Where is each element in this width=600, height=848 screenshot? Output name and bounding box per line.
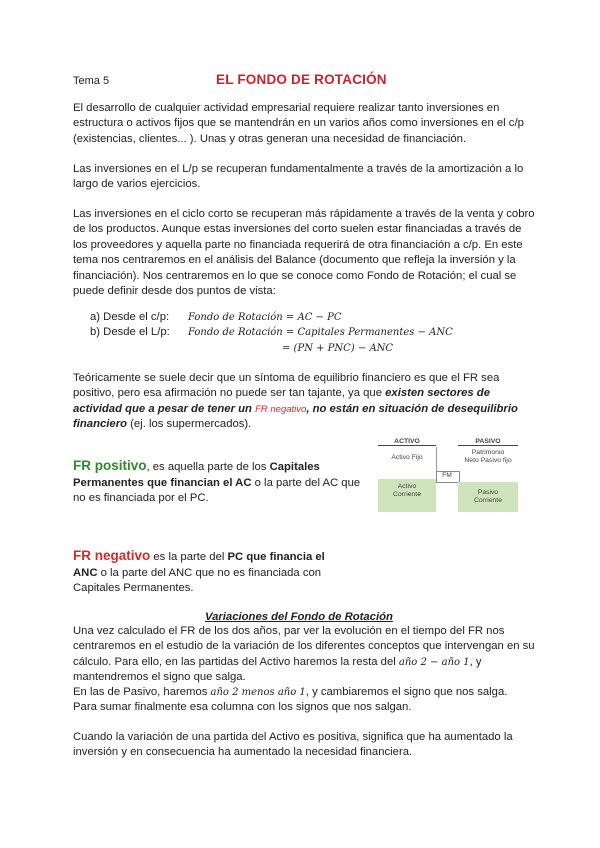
fr-positivo-text: , es aquella parte de los bbox=[146, 461, 270, 473]
pasivo-header: PASIVO bbox=[475, 438, 501, 445]
activo-variation-paragraph: Cuando la variación de una partida del Activo es positiva, significa que ha aumentado la inversión y en consecuencia ha aumentado la necesidad financiera. bbox=[73, 731, 513, 759]
activo-corriente-label: Activo Corriente bbox=[393, 483, 421, 498]
variaciones-text: Una vez calculado el FR de los dos años, par ver la evolución en el tiempo del FR nos centraremos en el estudio de la variación de los diferentes conceptos que intervengan en su cálculo. Para ello, en las partidas del Activo haremos la resta del bbox=[73, 625, 535, 668]
fr-positivo-bold: Capitales Permanentes que financian el AC bbox=[73, 461, 320, 489]
equilibrium-emphasis-2: , no están en situación de desequilibrio financiero bbox=[73, 402, 518, 431]
fr-negativo-text: es la parte del bbox=[150, 551, 228, 563]
pasivo-text-2: , y cambiaremos el signo que nos salga. bbox=[305, 686, 508, 698]
equilibrium-paragraph bbox=[73, 371, 535, 433]
definition-a-label: a) Desde el c/p: bbox=[90, 311, 170, 323]
lp-paragraph: Las inversiones en el L/p se recuperan fundamentalmente a través de la amortización a lo largo de varios ejercicios. bbox=[73, 163, 524, 191]
pasivo-paragraph bbox=[73, 685, 535, 700]
fr-negativo-inline: FR negativo bbox=[255, 403, 307, 415]
definition-b-formula: Fondo de Rotación = Capitales Permanentes − ANC bbox=[188, 327, 453, 338]
activo-header: ACTIVO bbox=[394, 438, 420, 445]
fr-negativo-term: FR negativo bbox=[73, 548, 151, 563]
fm-label: FM bbox=[442, 472, 452, 479]
pasivo-formula: año 2 menos año 1 bbox=[210, 687, 306, 698]
page-title: EL FONDO DE ROTACIÓN bbox=[216, 72, 387, 87]
fr-negativo-text-2: o la parte del ANC que no es financiada con Capitales Permanentes. bbox=[73, 566, 322, 594]
pasivo-text: En las de Pasivo, haremos bbox=[73, 686, 211, 698]
sum-paragraph: Para sumar finalmente esa columna con los signos que nos salgan. bbox=[73, 701, 412, 713]
short-cycle-paragraph: Las inversiones en el ciclo corto se recuperan más rápidamente a través de la venta y cobro de los productos. Aunque estas inversiones del corto suelen estar financiadas a través de los proveedores y aquella parte no financiada requerirá de otra financiación a c/p. En este tema nos centraremos en el análisis del Balance (documento que refleja la inversión y la financiación). Nos centraremos en lo que se conoce como Fondo de Rotación; el cual se puede definir desde dos puntos de vista: bbox=[73, 208, 535, 298]
fr-positivo-definition bbox=[73, 458, 363, 507]
fr-negativo-bold: PC que financia el ANC bbox=[73, 551, 325, 579]
topic-label: Tema 5 bbox=[73, 75, 110, 87]
definition-b-formula-continued: = (PN + PNC) − ANC bbox=[282, 343, 394, 354]
variaciones-heading: Variaciones del Fondo de Rotación bbox=[205, 611, 393, 623]
fr-positivo-term: FR positivo bbox=[73, 458, 147, 473]
variaciones-text-2: , y mantendremos el signo que salga. bbox=[73, 655, 482, 684]
variaciones-paragraph bbox=[73, 624, 535, 686]
equilibrium-example: (ej. los supermercados). bbox=[127, 418, 252, 431]
fr-negativo-definition bbox=[73, 548, 348, 597]
intro-paragraph: El desarrollo de cualquier actividad empresarial requiere realizar tanto inversiones en estructura o activos fijos que se mantendrán en un varios años como inversiones en el c/p (existencias, clientes... ). Unas y otras generan una necesidad de financiación. bbox=[73, 102, 524, 145]
fr-positivo-text-2: o la parte del AC que no es financiada por el PC. bbox=[73, 476, 361, 504]
pasivo-corriente-label: Pasivo Corriente bbox=[474, 489, 502, 504]
activo-fijo-box bbox=[378, 447, 437, 479]
equilibrium-emphasis: existen sectores de actividad que a pesar de tener un bbox=[73, 387, 490, 415]
balance-diagram bbox=[378, 438, 518, 513]
pasivo-fijo-label: Patrimonio Neto Pasivo fijo bbox=[464, 449, 512, 464]
variaciones-formula: año 2 − año 1 bbox=[398, 656, 470, 668]
definition-b-label: b) Desde el L/p: bbox=[90, 326, 170, 338]
definition-a-formula: Fondo de Rotación = AC − PC bbox=[188, 312, 342, 323]
activo-fijo-label: Activo Fijo bbox=[391, 454, 423, 461]
equilibrium-text: Teóricamente se suele decir que un síntoma de equilibrio financiero es que el FR sea positivo, pero esa afirmación no puede ser tan tajante, ya que bbox=[73, 372, 500, 400]
